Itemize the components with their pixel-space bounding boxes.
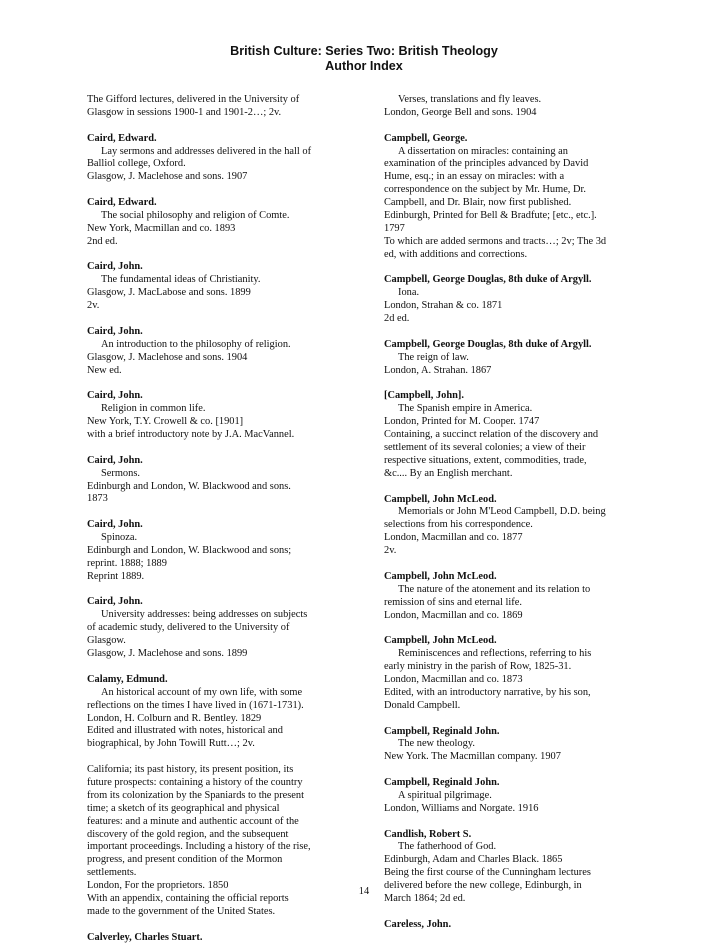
index-entry [384, 919, 652, 932]
entry-title: A dissertation on miracles: containing an [398, 145, 568, 157]
entry-title: Memorials or John M'Leod Campbell, D.D. being [398, 506, 606, 518]
entry-title: The reign of law. [398, 351, 469, 363]
entry-detail-line: reflections on the times I have lived in (1671-1731). [87, 699, 304, 711]
entry-author: Campbell, George Douglas, 8th duke of Argyll. [384, 274, 592, 286]
entry-detail-line: 2v. [384, 545, 397, 557]
index-entry [384, 274, 652, 326]
index-entry [87, 455, 355, 507]
entry-detail-line: 1873 [87, 493, 108, 505]
entry-detail-line: examination of the principles advanced by David [384, 158, 589, 170]
entry-author: Campbell, Reginald John. [384, 777, 500, 789]
entry-detail-line: Glasgow in sessions 1900-1 and 1901-2…; 2v. [87, 106, 282, 118]
entry-detail-line: Edinburgh, Adam and Charles Black. 1865 [384, 854, 563, 866]
entry-title: Verses, translations and fly leaves. [398, 94, 542, 105]
entry-detail-line: correspondence on the subject by Mr. Hume, Dr. [384, 184, 586, 196]
entry-author: Campbell, John McLeod. [384, 570, 497, 582]
entry-detail-line: Edinburgh and London, W. Blackwood and sons; [87, 544, 292, 556]
index-entry [384, 390, 652, 480]
entry-title: Iona. [398, 287, 420, 299]
entry-title: The fatherhood of God. [398, 841, 497, 853]
entry-detail-line: biographical, by John Towill Rutt…; 2v. [87, 738, 255, 750]
entry-title: Reminiscences and reflections, referring to his [398, 648, 592, 660]
entry-detail-line: Donald Campbell. [384, 699, 461, 711]
entry-title: Lay sermons and addresses delivered in the hall of [101, 145, 312, 157]
entry-author: Caird, Edward. [87, 132, 157, 144]
entry-title: A spiritual pilgrimage. [398, 789, 492, 801]
entry-detail-line: reprint. 1888; 1889 [87, 557, 167, 569]
index-entry [87, 326, 355, 378]
entry-title: The new theology. [398, 738, 475, 750]
entry-author: Caird, John. [87, 390, 143, 402]
entry-detail-line: London, H. Colburn and R. Bentley. 1829 [87, 712, 262, 724]
entry-detail-line: Edinburgh, Printed for Bell & Bradfute; [etc., etc.]. [384, 210, 597, 222]
entry-title: Religion in common life. [101, 403, 206, 415]
entry-title: The fundamental ideas of Christianity. [101, 274, 261, 286]
entry-detail-line: &c.... By an English merchant. [384, 467, 513, 479]
series-title: British Culture: Series Two: British Theology [230, 44, 498, 58]
entry-detail-line: important proceedings. Including a history of the rise, [87, 841, 311, 853]
entry-author: Campbell, George Douglas, 8th duke of Argyll. [384, 338, 592, 350]
entry-title: University addresses: being addresses on subjects [101, 609, 308, 621]
entry-title: The Spanish empire in America. [398, 403, 533, 415]
index-entry [87, 390, 355, 442]
entry-detail-line: 2d ed. [384, 313, 410, 325]
entry-author: Calamy, Edmund. [87, 673, 168, 685]
entry-detail-line: 1797 [384, 222, 405, 234]
entry-detail-line: settlement of its several colonies; a view of their [384, 442, 586, 454]
entry-detail-line: Glasgow, J. MacLabose and sons. 1899 [87, 287, 251, 299]
entry-detail-line: Balliol college, Oxford. [87, 158, 186, 170]
index-entry [87, 133, 355, 185]
entry-detail-line: London, Printed for M. Cooper. 1747 [384, 416, 540, 428]
index-entry [384, 726, 652, 765]
entry-detail-line: Glasgow. [87, 635, 126, 647]
entry-detail-line: Edited, with an introductory narrative, by his son, [384, 686, 591, 698]
index-entry [87, 519, 355, 584]
index-entry [384, 94, 652, 120]
entry-detail-line: To which are added sermons and tracts…; 2v; The 3d [384, 235, 607, 247]
entry-author: Caird, John. [87, 454, 143, 466]
entry-author: Candlish, Robert S. [384, 828, 472, 840]
entry-author: Caird, John. [87, 519, 143, 531]
index-entry [87, 197, 355, 249]
entry-author: Campbell, Reginald John. [384, 725, 500, 737]
entry-author: Caird, John. [87, 325, 143, 337]
index-entry [384, 339, 652, 378]
entry-detail-line: Edinburgh and London, W. Blackwood and sons. [87, 480, 291, 492]
index-entry [384, 635, 652, 712]
entry-detail-line: London, George Bell and sons. 1904 [384, 106, 537, 118]
entry-detail-line: Being the first course of the Cunningham lectures [384, 867, 591, 879]
entry-detail-line: Hume, esq.; in an essay on miracles: with a [384, 171, 565, 183]
index-entry [384, 571, 652, 623]
entry-detail-line: New York, T.Y. Crowell & co. [1901] [87, 416, 244, 428]
index-entry [384, 494, 652, 559]
page-header [0, 44, 728, 74]
entry-author: Careless, John. [384, 918, 452, 930]
index-entry [87, 94, 355, 120]
entry-title: The nature of the atonement and its relation to [398, 583, 591, 595]
index-title: Author Index [325, 59, 403, 73]
entry-detail-line: respective situations, extent, commodities, trade, [384, 454, 587, 466]
entry-author: Caird, Edward. [87, 197, 157, 209]
entry-detail-line: with a brief introductory note by J.A. MacVannel. [87, 429, 295, 441]
index-entry [384, 777, 652, 816]
entry-title: Sermons. [101, 467, 140, 479]
index-entry [87, 596, 355, 661]
entry-detail-line: Glasgow, J. Maclehose and sons. 1907 [87, 171, 248, 183]
entry-author: Caird, John. [87, 261, 143, 273]
entry-detail-line: New York, Macmillan and co. 1893 [87, 222, 236, 234]
entry-detail-line: from its colonization by the Spaniards to the present [87, 789, 305, 801]
index-entry [384, 133, 652, 262]
left-column [87, 94, 355, 945]
entry-detail-line: Campbell, and Dr. Blair, now first published. [384, 197, 572, 209]
entry-detail-line: time; a sketch of its geographical and physical [87, 802, 280, 814]
entry-detail-line: future prospects: containing a history of the country [87, 776, 303, 788]
entry-author: Campbell, John McLeod. [384, 635, 497, 647]
index-entry [87, 261, 355, 313]
entry-author: Campbell, George. [384, 132, 468, 144]
entry-detail-line: London, Macmillan and co. 1873 [384, 674, 523, 686]
index-entry [87, 674, 355, 751]
entry-detail-line: early ministry in the parish of Row, 1825-31. [384, 661, 572, 673]
entry-author: Campbell, John McLeod. [384, 493, 497, 505]
entry-detail-line: London, For the proprietors. 1850 [87, 880, 229, 892]
entry-detail-line: New York. The Macmillan company. 1907 [384, 751, 561, 763]
entry-detail-line: London, Strahan & co. 1871 [384, 300, 503, 312]
entry-detail-line: With an appendix, containing the official reports [87, 893, 289, 905]
entry-detail-line: made to the government of the United States. [87, 906, 276, 917]
entry-detail-line: London, A. Strahan. 1867 [384, 364, 492, 376]
entry-detail-line: The Gifford lectures, delivered in the University of [87, 94, 300, 105]
entry-detail-line: ed, with additions and corrections. [384, 248, 528, 260]
entry-author: [Campbell, John]. [384, 390, 464, 402]
right-column [384, 94, 652, 932]
entry-title: An introduction to the philosophy of religion. [101, 338, 291, 350]
entry-detail-line: Glasgow, J. Maclehose and sons. 1904 [87, 351, 248, 363]
entry-detail-line: progress, and present condition of the Mormon [87, 854, 283, 866]
entry-detail-line: Reprint 1889. [87, 570, 145, 582]
page-number: 14 [358, 886, 370, 897]
entry-detail-line: settlements. [87, 867, 137, 879]
entry-detail-line: Edited and illustrated with notes, historical and [87, 725, 283, 737]
entry-detail-line: selections from his correspondence. [384, 519, 533, 531]
entry-detail-line: delivered before the new college, Edinburgh, in [384, 880, 582, 892]
entry-detail-line: remission of sins and eternal life. [384, 596, 522, 608]
entry-detail-line: London, Williams and Norgate. 1916 [384, 802, 539, 814]
entry-detail-line: features: and a minute and authentic account of the [87, 815, 299, 827]
entry-detail-line: discovery of the gold region, and the subsequent [87, 828, 289, 840]
entry-detail-line: Glasgow, J. Maclehose and sons. 1899 [87, 648, 248, 660]
entry-title: An historical account of my own life, with some [101, 686, 303, 698]
entry-detail-line: 2v. [87, 300, 100, 312]
entry-detail-line: California; its past history, its present position, its [87, 764, 294, 776]
entry-detail-line: London, Macmillan and co. 1869 [384, 609, 523, 621]
entry-author: Caird, John. [87, 596, 143, 608]
entry-detail-line: London, Macmillan and co. 1877 [384, 532, 523, 544]
entry-detail-line: March 1864; 2d ed. [384, 893, 466, 905]
entry-title: Spinoza. [101, 532, 138, 544]
entry-title: The social philosophy and religion of Comte. [101, 209, 290, 221]
entry-detail-line: of academic study, delivered to the University of [87, 622, 290, 634]
entry-detail-line: 2nd ed. [87, 235, 118, 247]
entry-detail-line: Containing, a succinct relation of the discovery and [384, 429, 599, 441]
entry-author: Calverley, Charles Stuart. [87, 931, 203, 943]
entry-detail-line: New ed. [87, 364, 122, 376]
